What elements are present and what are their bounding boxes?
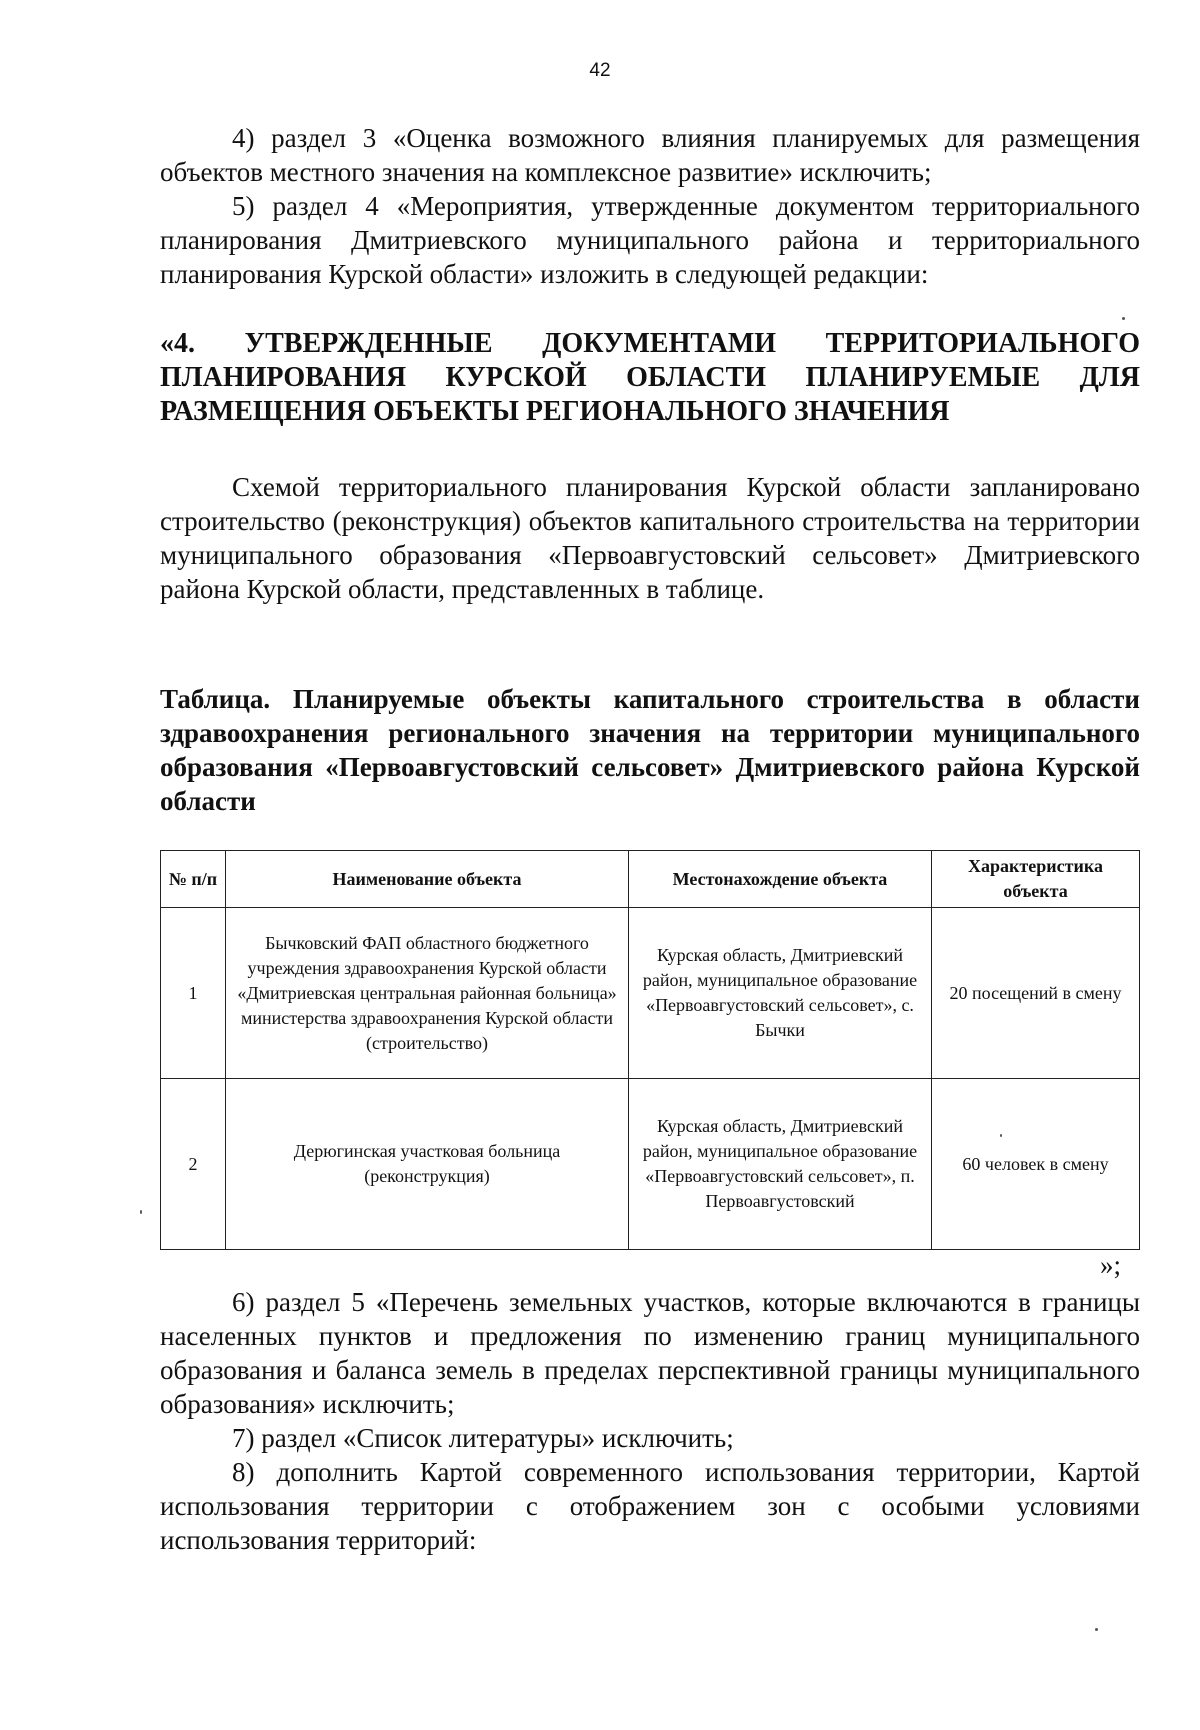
table-header-row [161, 851, 1140, 908]
cell-location: Курская область, Дмитриевский район, муниципальное образование «Первоавгустовский сельсовет», с. Бычки [629, 908, 932, 1079]
cell-location: Курская область, Дмитриевский район, муниципальное образование «Первоавгустовский сельсовет», п. Первоавгустовский [629, 1079, 932, 1250]
paragraph-item-7: 7) раздел «Список литературы» исключить; [232, 1423, 734, 1453]
closing-paragraphs [160, 1285, 1140, 1557]
cell-num: 1 [161, 908, 226, 1079]
cell-name: Бычковский ФАП областного бюджетного учреждения здравоохранения Курской области «Дмитриевская центральная районная больница» министерства здравоохранения Курской области (строительство) [226, 908, 629, 1079]
intro-section [160, 470, 1140, 606]
paragraph-item-6: 6) раздел 5 «Перечень земельных участков, которые включаются в границы населенных пунктов и предложения по изменению границ муниципального образования и баланса земель в пределах перспективной границы муниципального образования» исключить; [160, 1287, 1140, 1419]
header-characteristic: Характеристика объекта [932, 851, 1140, 908]
paragraph-item-5: 5) раздел 4 «Мероприятия, утвержденные документом территориального планирования Дмитриевского муниципального района и территориального планирования Курской области» изложить в следующей редакции: [160, 191, 1140, 289]
intro-paragraph: Схемой территориального планирования Курской области запланировано строительство (реконструкция) объектов капитального строительства на территории муниципального образования «Первоавгустовский сельсовет» Дмитриевского района Курской области, представленных в таблице. [160, 472, 1140, 604]
cell-characteristic: 20 посещений в смену [932, 908, 1140, 1079]
cell-name: Дерюгинская участковая больница (реконструкция) [226, 1079, 629, 1250]
scan-speck [140, 1210, 142, 1214]
table-caption: Таблица. Планируемые объекты капитального строительства в области здравоохранения регионального значения на территории муниципального образования «Первоавгустовский сельсовет» Дмитриевского района Курской области [160, 684, 1140, 816]
cell-num: 2 [161, 1079, 226, 1250]
paragraph-item-8: 8) дополнить Картой современного использования территории, Картой использования территории с отображением зон с особыми условиями использования территорий: [160, 1457, 1140, 1555]
table-row [161, 908, 1140, 1079]
table-row [161, 1079, 1140, 1250]
scan-speck [1122, 317, 1125, 320]
objects-table [160, 850, 1140, 1250]
header-location: Местонахождение объекта [629, 851, 932, 908]
paragraph-item-4: 4) раздел 3 «Оценка возможного влияния планируемых для размещения объектов местного значения на комплексное развитие» исключить; [160, 123, 1140, 187]
header-num: № п/п [161, 851, 226, 908]
scan-speck [1095, 1628, 1098, 1631]
section-heading: «4. УТВЕРЖДЕННЫЕ ДОКУМЕНТАМИ ТЕРРИТОРИАЛЬНОГО ПЛАНИРОВАНИЯ КУРСКОЙ ОБЛАСТИ ПЛАНИРУЕМЫЕ ДЛЯ РАЗМЕЩЕНИЯ ОБЪЕКТЫ РЕГИОНАЛЬНОГО ЗНАЧЕНИЯ [160, 328, 1140, 427]
header-name: Наименование объекта [226, 851, 629, 908]
opening-paragraphs [160, 121, 1140, 291]
page-number: 42 [589, 60, 611, 81]
cell-characteristic: 60 человек в смену [932, 1079, 1140, 1250]
closing-quote: »; [1100, 1250, 1122, 1280]
scan-speck [1000, 1134, 1002, 1137]
